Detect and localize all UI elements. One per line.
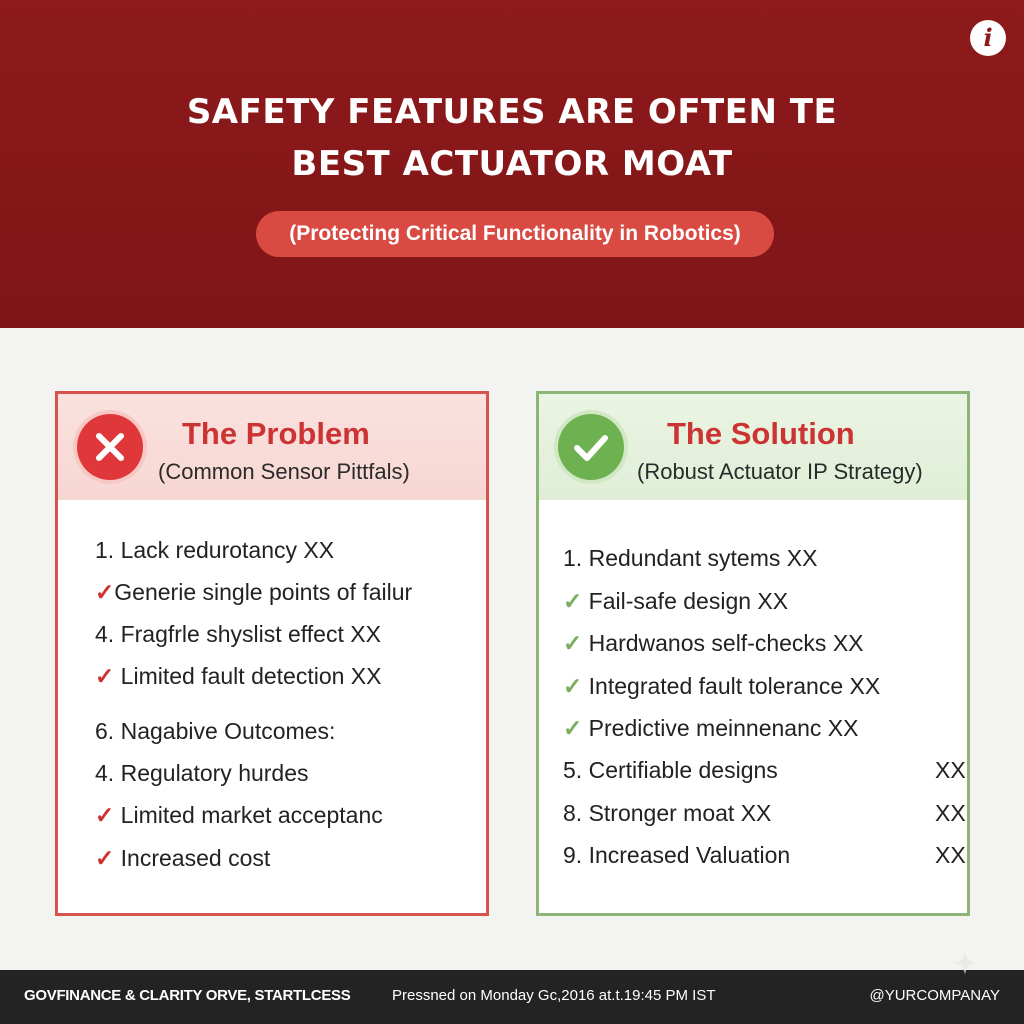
item-number: 1. <box>563 545 583 571</box>
item-text: Limited fault detection XX <box>120 663 382 689</box>
item-text: Redundant sytems XX <box>588 545 818 571</box>
footer-bar <box>0 970 1024 1024</box>
solution-subtitle: (Robust Actuator IP Strategy) <box>637 459 923 484</box>
item-text: Regulatory hurdes <box>120 760 309 786</box>
page-title-line1: SAFETY FEATURES ARE OFTEN TE <box>186 92 838 132</box>
item-placeholder-xx: XX <box>935 842 966 868</box>
item-text: Increased Valuation <box>588 842 791 868</box>
checkmark-icon: ✓ <box>563 673 583 699</box>
problem-list-item <box>95 802 383 829</box>
item-number: 1. <box>95 537 115 563</box>
footer-left-text: GOVFINANCE & CLARITY ORVE, STARTLCESS <box>24 987 351 1004</box>
item-text: Increased cost <box>120 845 271 871</box>
solution-title: The Solution <box>667 416 855 451</box>
problem-panel <box>55 391 489 916</box>
info-icon[interactable]: i <box>970 20 1006 56</box>
problem-list-item <box>95 537 334 564</box>
item-number: 4. <box>95 621 115 647</box>
item-number: 8. <box>563 800 583 826</box>
solution-list-item <box>563 757 966 784</box>
problem-list-item <box>95 760 309 787</box>
checkmark-icon: ✓ <box>563 715 583 741</box>
item-text: Stronger moat XX <box>588 800 772 826</box>
solution-list <box>539 394 967 913</box>
item-text: Limited market acceptanc <box>120 802 383 828</box>
solution-panel <box>536 391 970 916</box>
item-placeholder-xx: XX <box>935 757 966 783</box>
solution-list-item <box>563 630 864 657</box>
checkmark-icon: ✓ <box>563 588 583 614</box>
solution-list-item <box>563 588 788 615</box>
subtitle-pill: (Protecting Critical Functionality in Robotics) <box>256 211 774 257</box>
item-number: 6. <box>95 718 115 744</box>
problem-list-item <box>95 621 381 648</box>
item-number: 4. <box>95 760 115 786</box>
item-text: Nagabive Outcomes: <box>120 718 336 744</box>
checkmark-icon: ✓ <box>563 630 583 656</box>
item-text: Lack redurotancy XX <box>120 537 335 563</box>
item-text: Integrated fault tolerance XX <box>588 673 881 699</box>
item-number: 5. <box>563 757 583 783</box>
solution-list-item <box>563 842 966 869</box>
problem-list <box>58 394 486 913</box>
item-placeholder-xx: XX <box>935 800 966 826</box>
item-number: 9. <box>563 842 583 868</box>
item-text: Fragfrle shyslist effect XX <box>120 621 381 647</box>
problem-list-item <box>95 845 270 872</box>
checkmark-icon: ✓ <box>95 579 115 605</box>
problem-title: The Problem <box>182 416 370 451</box>
header-band <box>0 0 1024 328</box>
problem-list-item <box>95 718 335 745</box>
solution-list-item <box>563 715 858 742</box>
item-text: Hardwanos self-checks XX <box>588 630 864 656</box>
footer-handle: @YURCOMPANAY <box>869 987 1000 1004</box>
checkmark-icon: ✓ <box>95 802 115 828</box>
checkmark-icon: ✓ <box>95 663 115 689</box>
problem-subtitle: (Common Sensor Pittfals) <box>158 459 410 484</box>
item-text: Certifiable designs <box>588 757 778 783</box>
checkmark-icon: ✓ <box>95 845 115 871</box>
solution-list-item <box>563 800 966 827</box>
item-text: Fail-safe design XX <box>588 588 789 614</box>
item-text: Predictive meinnenanc XX <box>588 715 859 741</box>
footer-timestamp: Pressned on Monday Gc,2016 at.t.19:45 PM IST <box>392 987 716 1004</box>
page-title-line2: BEST ACTUATOR MOAT <box>291 144 733 184</box>
problem-list-item <box>95 579 412 606</box>
solution-list-item <box>563 545 817 572</box>
problem-list-item <box>95 663 382 690</box>
item-text: Generie single points of failur <box>114 579 413 605</box>
solution-list-item <box>563 673 880 700</box>
sparkle-icon <box>952 950 978 976</box>
